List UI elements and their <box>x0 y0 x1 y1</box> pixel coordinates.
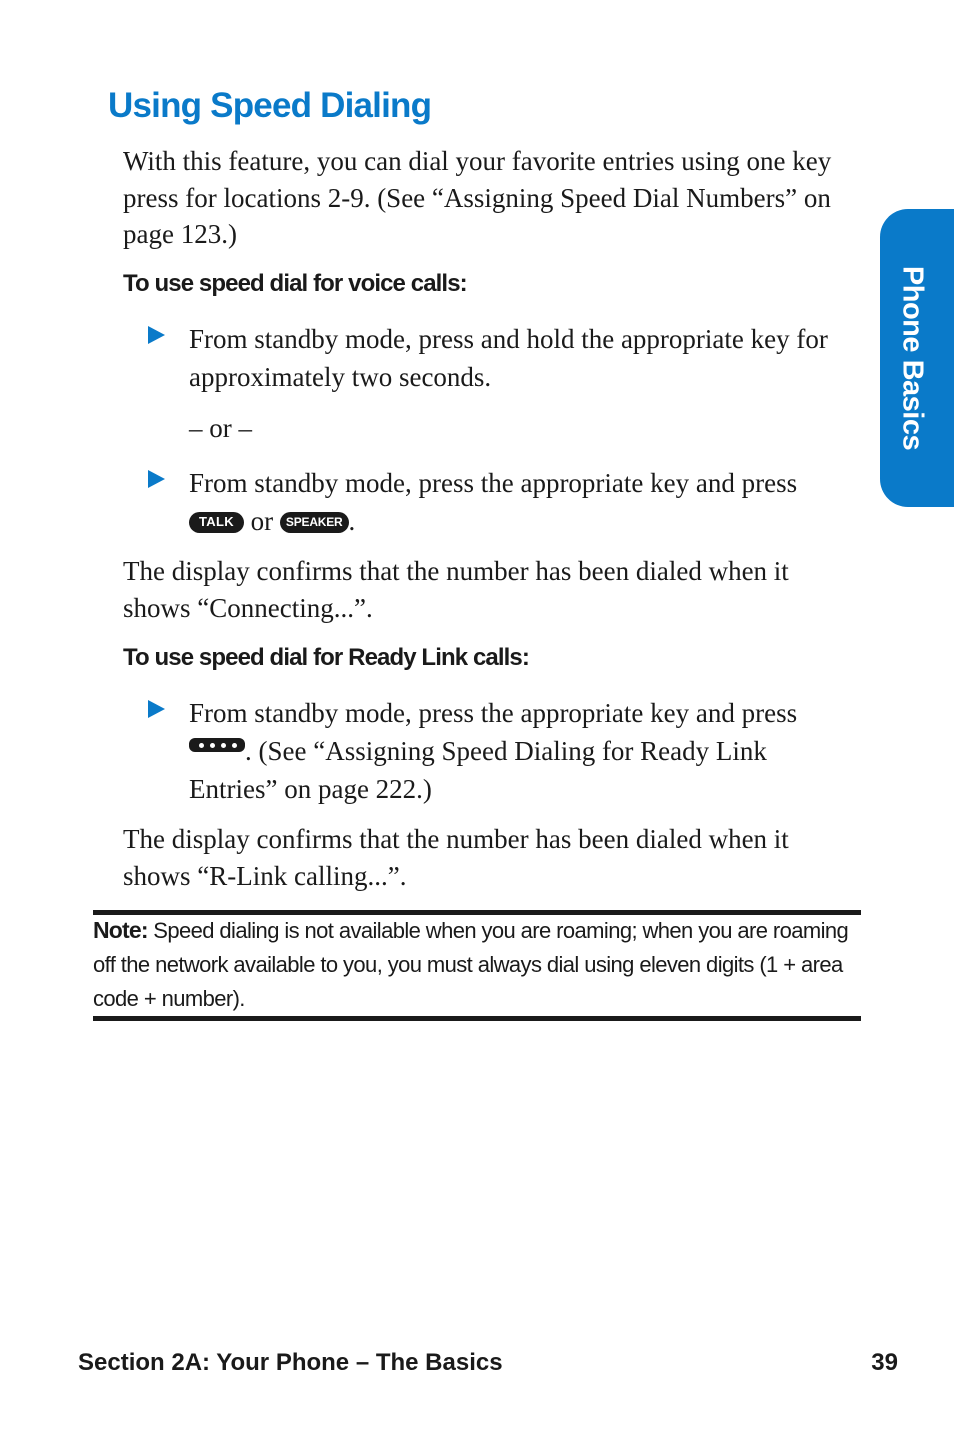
note-box <box>93 913 861 1016</box>
note-label: Note: <box>93 917 148 943</box>
voice-bullet-2-text: From standby mode, press the appropriate key and press TALK or SPEAKER . <box>189 468 798 536</box>
voice-bullet-1-text: From standby mode, press and hold the appropriate key for approximately two seconds. <box>189 324 828 392</box>
bullet-arrow-icon <box>148 700 165 718</box>
page-number: 39 <box>871 1349 898 1376</box>
readylink-confirm-paragraph: The display confirms that the number has been dialed when it shows “R-Link calling...”. <box>123 824 789 891</box>
intro-paragraph: With this feature, you can dial your favorite entries using one key press for locations 2-9. (See “Assigning Speed Dial Numbers” on page 123.) <box>123 146 832 249</box>
page-title: Using Speed Dialing <box>108 86 432 125</box>
note-text: Speed dialing is not available when you are roaming; when you are roaming off the network available to you, you must always dial using eleven digits (1 + area code + number). <box>93 918 849 1011</box>
voice-confirm-paragraph: The display confirms that the number has been dialed when it shows “Connecting...”. <box>123 556 789 623</box>
voice-subhead: To use speed dial for voice calls: <box>123 270 467 297</box>
page-footer <box>78 1349 898 1377</box>
readylink-bullet-text: From standby mode, press the appropriate key and press . (See “Assigning Speed Dialing for Ready Link Entries” on page 222.) <box>189 698 798 804</box>
speaker-key-icon: SPEAKER <box>280 512 349 533</box>
or-separator: – or – <box>189 413 252 443</box>
side-tab-label: Phone Basics <box>896 265 929 451</box>
talk-key-icon: TALK <box>189 512 244 533</box>
footer-section-title: Section 2A: Your Phone – The Basics <box>78 1349 503 1376</box>
section-side-tab <box>880 209 954 507</box>
bullet-arrow-icon <box>148 470 165 488</box>
bullet-arrow-icon <box>148 326 165 344</box>
ready-link-key-icon <box>189 738 245 752</box>
readylink-subhead: To use speed dial for Ready Link calls: <box>123 644 529 671</box>
note-bottom-rule <box>93 1016 861 1021</box>
